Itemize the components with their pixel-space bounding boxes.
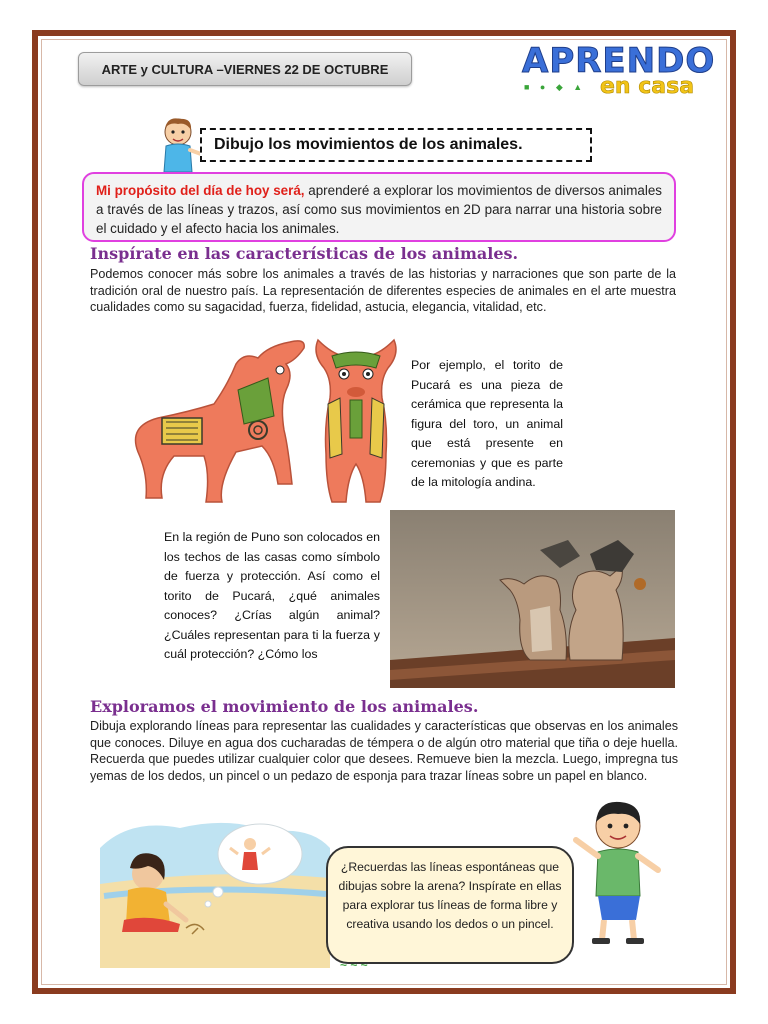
toro-description: Por ejemplo, el torito de Pucará es una pieza de cerámica que representa la figura del toro, un animal que está presente en ceremonias y que es parte de la mitología andina. bbox=[411, 358, 563, 489]
footer-decoration: ~ ~ ~ bbox=[340, 958, 368, 972]
puno-description: En la región de Puno son colocados en los techos de las casas como símbolo de fuerza y protección. Así como el torito de Pucará, ¿qué animales conoces? ¿Crías algún animal? ¿Cuáles representan para ti la fuerza y cuál protección? ¿Cómo los bbox=[164, 530, 380, 661]
section1-heading: Inspírate en las características de los animales. bbox=[90, 244, 519, 263]
torito-pucara-illustration bbox=[118, 334, 404, 510]
purpose-text: aprenderé a explorar los movimientos de diversos animales a través de las líneas y trazos, así como sus movimientos en 2D para narrar una historia sobre el cuidado y el afecto hacia los animales. bbox=[96, 183, 662, 236]
aprendo-logo bbox=[522, 41, 716, 99]
logo-dots: ■ ● ◆ ▲ bbox=[524, 82, 587, 92]
logo-main-text: APRENDO bbox=[522, 41, 716, 81]
date-header: ARTE y CULTURA –VIERNES 22 DE OCTUBRE bbox=[78, 52, 412, 86]
torito-side-view bbox=[136, 341, 305, 502]
section2-paragraph: Dibuja explorando líneas para representar las cualidades y características que observas en los animales que conoces. Diluye en agua dos cucharadas de témpera o de algún otro material que tiña o deje huella. Recuerda que puedes utilizar cualquier color que desees. Remueve bien la mezcla. Luego, impregna tus yemas de los dedos, un pincel o un pedazo de esponja para trazar líneas sobre un papel en blanco. bbox=[90, 719, 678, 783]
section2-heading: Exploramos el movimiento de los animales. bbox=[90, 697, 479, 716]
boy-character-illustration bbox=[566, 796, 672, 946]
torito-front-view bbox=[316, 340, 396, 502]
purpose-box bbox=[82, 172, 676, 242]
toritos-rooftop-photo bbox=[390, 510, 675, 688]
speech-bubble: ¿Recuerdas las líneas espontáneas que dibujas sobre la arena? Inspírate en ellas para explorar tus líneas de forma libre y creativa usando los dedos o un pincel. bbox=[326, 846, 574, 964]
logo-sub-text: en casa bbox=[600, 74, 695, 99]
section1-paragraph: Podemos conocer más sobre los animales a través de las historias y narraciones que son parte de la tradición oral de nuestro país. La representación de diferentes especies de animales en el arte muestra cualidades como su sagacidad, fuerza, fidelidad, astucia, elegancia, vitalidad, etc. bbox=[90, 267, 676, 315]
lesson-title: Dibujo los movimientos de los animales. bbox=[200, 128, 592, 162]
purpose-lead: Mi propósito del día de hoy será, bbox=[96, 183, 305, 198]
girl-on-beach-illustration bbox=[100, 808, 330, 968]
kid-pointing-icon bbox=[158, 116, 202, 174]
